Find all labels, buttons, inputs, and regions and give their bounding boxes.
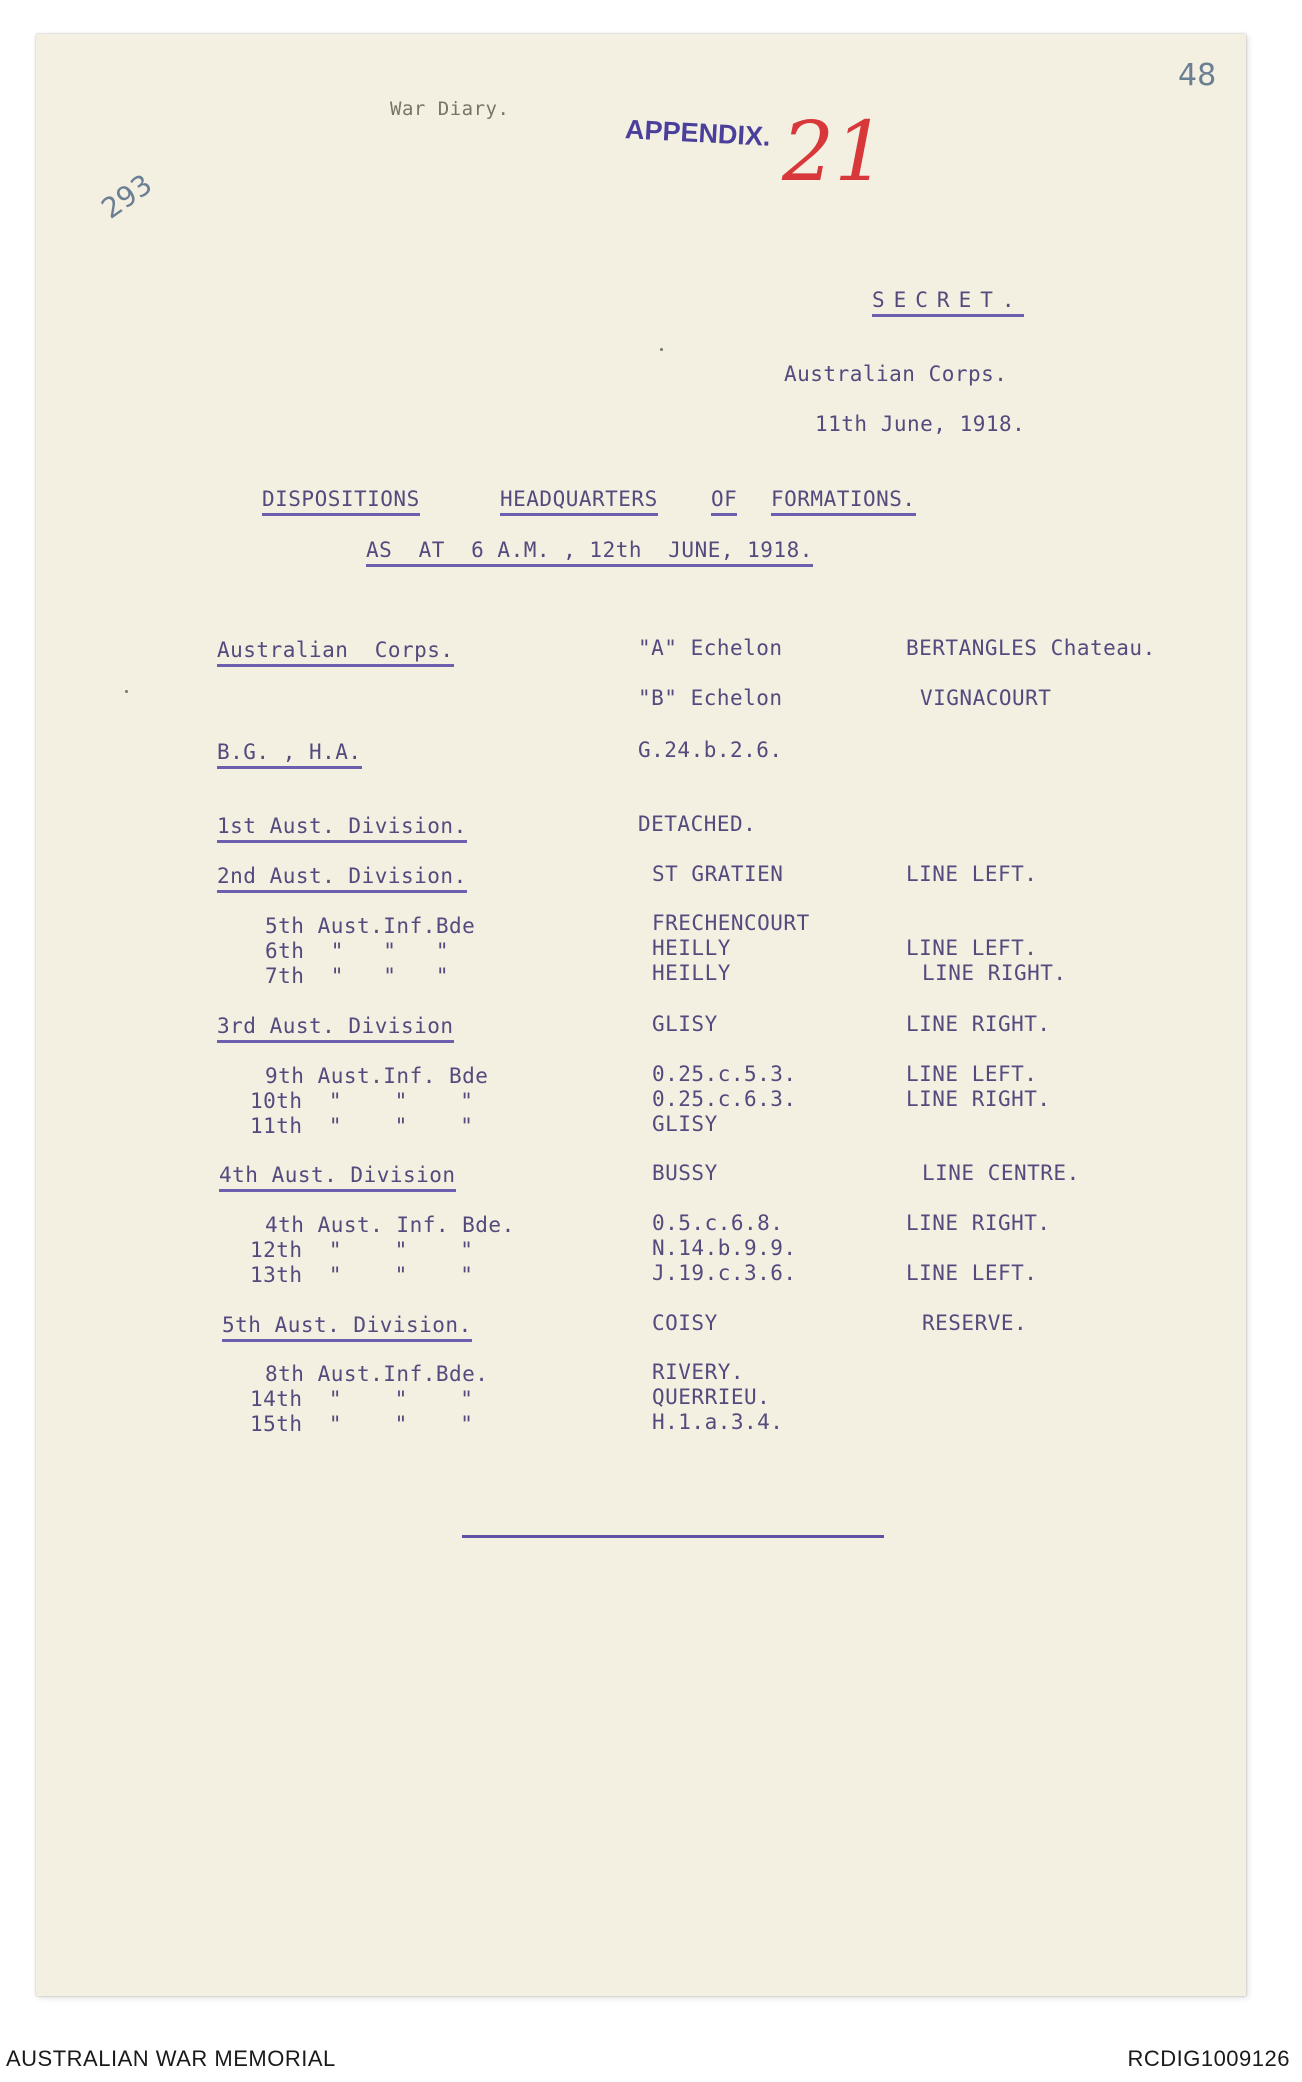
title-line-2: AS AT 6 A.M. , 12th JUNE, 1918.	[366, 538, 813, 567]
brigade-5th-location: FRECHENCOURT	[652, 911, 810, 935]
brigade-10th: 10th " " "	[250, 1089, 474, 1113]
formation-australian-corps: Australian Corps.	[217, 638, 454, 667]
brigade-4th-location: 0.5.c.6.8.	[652, 1211, 784, 1235]
classification: SECRET.	[872, 288, 1024, 317]
brigade-5th: 5th Aust.Inf.Bde	[265, 914, 476, 938]
brigade-6th: 6th " " "	[265, 939, 450, 963]
war-diary-label: War Diary.	[390, 98, 510, 120]
brigade-7th: 7th " " "	[265, 964, 450, 988]
brigade-4th: 4th Aust. Inf. Bde.	[265, 1213, 515, 1237]
brigade-14th: 14th " " "	[250, 1387, 474, 1411]
brigade-10th-location: 0.25.c.6.3.	[652, 1087, 797, 1111]
brigade-13th-location: J.19.c.3.6.	[652, 1261, 797, 1285]
paper-speck	[125, 690, 128, 693]
brigade-10th-position: LINE RIGHT.	[906, 1087, 1051, 1111]
div4-location: BUSSY	[652, 1161, 718, 1185]
archive-credit: AUSTRALIAN WAR MEMORIAL	[6, 2046, 336, 2071]
brigade-7th-location: HEILLY	[652, 961, 731, 985]
brigade-8th-location: RIVERY.	[652, 1360, 745, 1384]
formation-2nd-division: 2nd Aust. Division.	[217, 864, 467, 893]
div4-position: LINE CENTRE.	[922, 1161, 1080, 1185]
brigade-15th-location: H.1.a.3.4.	[652, 1410, 784, 1434]
div3-location: GLISY	[652, 1012, 718, 1036]
brigade-11th: 11th " " "	[250, 1114, 474, 1138]
title-word-headquarters: HEADQUARTERS	[500, 487, 658, 516]
formation-1st-division: 1st Aust. Division.	[217, 814, 467, 843]
folio-number: 293	[95, 167, 159, 226]
archive-id: RCDIG1009126	[1127, 2046, 1290, 2071]
corps-b-echelon: "B" Echelon	[638, 686, 783, 710]
brigade-14th-location: QUERRIEU.	[652, 1385, 771, 1409]
title-word-dispositions: DISPOSITIONS	[262, 487, 420, 516]
title-word-formations: FORMATIONS.	[771, 487, 916, 516]
div1-location: DETACHED.	[638, 812, 757, 836]
brigade-9th-location: 0.25.c.5.3.	[652, 1062, 797, 1086]
appendix-stamp: APPENDIX.	[624, 114, 772, 152]
formation-bg-ha: B.G. , H.A.	[217, 740, 362, 769]
title-word-of: OF	[711, 487, 737, 516]
brigade-4th-position: LINE RIGHT.	[906, 1211, 1051, 1235]
brigade-13th: 13th " " "	[250, 1263, 474, 1287]
formation-3rd-division: 3rd Aust. Division	[217, 1014, 454, 1043]
page-number: 48	[1178, 58, 1217, 93]
div3-position: LINE RIGHT.	[906, 1012, 1051, 1036]
appendix-number: 21	[782, 105, 887, 200]
corps-a-echelon: "A" Echelon	[638, 636, 783, 660]
paper-speck	[660, 348, 663, 351]
bg-ha-location: G.24.b.2.6.	[638, 738, 783, 762]
brigade-7th-position: LINE RIGHT.	[922, 961, 1067, 985]
brigade-12th: 12th " " "	[250, 1238, 474, 1262]
origin: Australian Corps.	[784, 362, 1008, 386]
brigade-8th: 8th Aust.Inf.Bde.	[265, 1362, 489, 1386]
brigade-12th-location: N.14.b.9.9.	[652, 1236, 797, 1260]
document-date: 11th June, 1918.	[815, 412, 1026, 436]
div2-position: LINE LEFT.	[906, 862, 1038, 886]
div5-location: COISY	[652, 1311, 718, 1335]
corps-b-echelon-position: VIGNACOURT	[920, 686, 1052, 710]
div5-position: RESERVE.	[922, 1311, 1028, 1335]
brigade-15th: 15th " " "	[250, 1412, 474, 1436]
brigade-6th-position: LINE LEFT.	[906, 936, 1038, 960]
formation-5th-division: 5th Aust. Division.	[222, 1313, 472, 1342]
brigade-9th-position: LINE LEFT.	[906, 1062, 1038, 1086]
brigade-6th-location: HEILLY	[652, 936, 731, 960]
formation-4th-division: 4th Aust. Division	[219, 1163, 456, 1192]
closing-rule	[462, 1535, 884, 1538]
brigade-11th-location: GLISY	[652, 1112, 718, 1136]
brigade-9th: 9th Aust.Inf. Bde	[265, 1064, 489, 1088]
brigade-13th-position: LINE LEFT.	[906, 1261, 1038, 1285]
corps-a-echelon-position: BERTANGLES Chateau.	[906, 636, 1156, 660]
div2-location: ST GRATIEN	[652, 862, 784, 886]
